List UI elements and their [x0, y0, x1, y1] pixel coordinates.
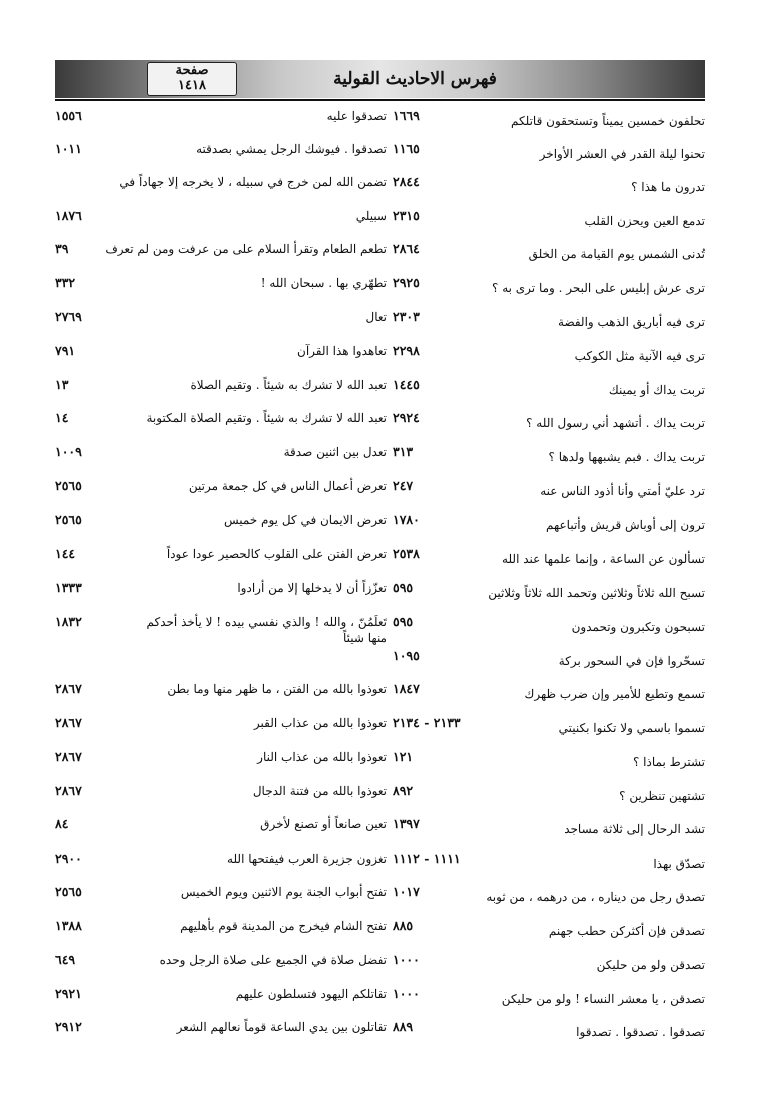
hadith-number-left: ٢٩٢١: [55, 986, 82, 1001]
hadith-text-right: تصدقن ولو من حليكن: [596, 958, 705, 972]
index-row: [55, 749, 705, 777]
hadith-number-left: ١٤٤: [55, 546, 76, 561]
hadith-number-right: ٢٢٩٨: [393, 343, 420, 358]
hadith-text-right: تربت يداك أو يمينك: [608, 383, 705, 397]
index-row: [55, 918, 705, 946]
hadith-text-left: تَعلَمُنّ ، والله ! والذي نفسي بيده ! لا يأخذ أحدكم: [146, 615, 387, 629]
hadith-text-left: تفتح أبواب الجنة يوم الاثنين ويوم الخميس: [180, 885, 387, 899]
hadith-number-left: ١٣٨٨: [55, 918, 82, 933]
hadith-text-right: تصدق رجل من ديناره ، من درهمه ، من ثوبه: [486, 890, 705, 904]
index-row: [55, 952, 705, 980]
hadith-number-right: ٢٨٦٤: [393, 241, 420, 256]
hadith-number-left: ٢٧٦٩: [55, 309, 82, 324]
hadith-text-right: ترد عليّ أمتي وأنا أذود الناس عنه: [540, 484, 705, 498]
index-row: [55, 174, 705, 202]
index-row: [55, 377, 705, 405]
hadith-text-right: ترى فيه الآنية مثل الكوكب: [574, 349, 705, 363]
hadith-number-right: ١٠٠٠: [393, 952, 420, 967]
hadith-text-left: تعبد الله لا تشرك به شيئاً . وتقيم الصلاة المكتوبة: [146, 411, 387, 425]
hadith-number-right: ٢٣١٥: [393, 208, 420, 223]
index-row: [55, 343, 705, 371]
hadith-text-left: تعرض أعمال الناس في كل جمعة مرتين: [188, 479, 387, 493]
hadith-number-left: ٧٩١: [55, 343, 76, 358]
hadith-number-left: ١٨٣٢: [55, 614, 82, 629]
hadith-number-left: ٢٨٦٧: [55, 749, 82, 764]
hadith-number-right: ١٢١: [393, 749, 414, 764]
hadith-number-right: ١٣٩٧: [393, 816, 420, 831]
hadith-text-left: تعاهدوا هذا القرآن: [297, 344, 387, 358]
hadith-number-right: ١٠٩٥: [393, 648, 420, 663]
hadith-number-left: ٢٨٦٧: [55, 715, 82, 730]
hadith-number-left: ٢٥٦٥: [55, 512, 82, 527]
index-row: [55, 715, 705, 743]
hadith-number-left: ٣٩: [55, 241, 69, 256]
hadith-text-right: تربت يداك . فبم يشبهها ولدها ؟: [548, 450, 705, 464]
index-row: [55, 275, 705, 303]
hadith-number-right: ١٤٤٥: [393, 377, 420, 392]
hadith-text-left-continued: منها شيئاً: [342, 631, 387, 645]
index-row: [55, 816, 705, 844]
hadith-text-right: تدرون ما هذا ؟: [631, 180, 705, 194]
hadith-text-left: تقاتلكم اليهود فتسلطون عليهم: [235, 987, 387, 1001]
hadith-text-left: تطهّري بها . سبحان الله !: [260, 276, 387, 290]
hadith-text-right: تحنوا ليلة القدر في العشر الأواخر: [539, 147, 705, 161]
hadith-number-right: ٢١٣٣ - ٢١٣٤: [393, 715, 461, 730]
hadith-number-left: ١٤: [55, 410, 69, 425]
hadith-number-left: ٢٥٦٥: [55, 478, 82, 493]
hadith-number-left: ٢٨٦٧: [55, 783, 82, 798]
hadith-text-left: سبيلي: [355, 209, 387, 223]
hadith-number-right: ٢٣٠٣: [393, 309, 420, 324]
hadith-text-left: تعوذوا بالله من عذاب النار: [257, 750, 387, 764]
hadith-text-right: تربت يداك . أتشهد أني رسول الله ؟: [526, 416, 705, 430]
hadith-number-left: ٣٣٢: [55, 275, 76, 290]
hadith-text-right: تحلفون خمسين يميناً وتستحقون قاتلكم: [511, 114, 705, 128]
hadith-text-left: تعدل بين اثنين صدقة: [283, 445, 387, 459]
hadith-text-right: تصدقن فإن أكثركن حطب جهنم: [548, 924, 705, 938]
hadith-text-right: ترى عرش إبليس على البحر . وما ترى به ؟: [492, 281, 705, 295]
index-row: [55, 986, 705, 1014]
index-row: [55, 241, 705, 269]
hadith-number-right: ٣١٣: [393, 444, 414, 459]
hadith-number-right: ١١٦٥: [393, 141, 420, 156]
hadith-text-right: تصدقوا . تصدقوا . تصدقوا: [576, 1025, 705, 1039]
index-row: [55, 478, 705, 506]
hadith-text-left: تعزّزاً أن لا يدخلها إلا من أرادوا: [237, 581, 387, 595]
header-rule: [55, 99, 705, 101]
index-row: [55, 1019, 705, 1047]
hadith-number-left: ١٥٥٦: [55, 108, 82, 123]
index-row: [55, 108, 705, 136]
hadith-text-left: تعرض الايمان في كل يوم خميس: [223, 513, 387, 527]
hadith-number-left: ٢٩٠٠: [55, 851, 82, 866]
hadith-number-right: ٢٤٧: [393, 478, 414, 493]
hadith-number-right: ١٠٠٠: [393, 986, 420, 1001]
hadith-number-right: ٢٥٣٨: [393, 546, 420, 561]
hadith-number-right: ٢٨٤٤: [393, 174, 420, 189]
page-label: صفحة: [175, 63, 209, 78]
hadith-number-right: ١٠١٧: [393, 884, 420, 899]
index-row: [55, 141, 705, 169]
hadith-text-right: تسحّروا فإن في السحور بركة: [558, 654, 705, 668]
hadith-text-left: تصدقوا عليه: [326, 109, 387, 123]
hadith-number-left: ٦٤٩: [55, 952, 76, 967]
hadith-number-right: ١٦٦٩: [393, 108, 420, 123]
hadith-number-right: ٨٨٥: [393, 918, 414, 933]
hadith-text-right: تُدنى الشمس يوم القيامة من الخلق: [528, 247, 705, 261]
hadith-text-left: تصدقوا . فيوشك الرجل يمشي بصدقته: [196, 142, 387, 156]
hadith-text-right: تسألون عن الساعة ، وإنما علمها عند الله: [502, 552, 705, 566]
hadith-number-right: ٨٨٩: [393, 1019, 414, 1034]
index-row: [55, 614, 705, 645]
hadith-text-left: تضمن الله لمن خرج في سبيله ، لا يخرجه إلا جهاداً في: [119, 175, 387, 189]
hadith-number-left: ٢٨٦٧: [55, 681, 82, 696]
hadith-text-right: تدمع العين ويحزن القلب: [584, 214, 705, 228]
hadith-number-right: ٢٩٢٥: [393, 275, 420, 290]
hadith-number-right: ٢٩٢٤: [393, 410, 420, 425]
hadith-text-left: تعرض الفتن على القلوب كالحصير عودا عوداً: [166, 547, 387, 561]
index-row: [55, 681, 705, 709]
hadith-text-left: تفضل صلاة في الجميع على صلاة الرجل وحده: [159, 953, 387, 967]
hadith-text-left: تطعم الطعام وتقرأ السلام على من عرفت ومن لم تعرف: [105, 242, 387, 256]
hadith-number-left: ١٠١١: [55, 141, 82, 156]
hadith-text-right: تشترط بماذا ؟: [633, 755, 705, 769]
page-title: فهرس الاحاديث القولية: [333, 69, 497, 89]
hadith-number-left: ١٠٠٩: [55, 444, 82, 459]
hadith-number-right: ١٧٨٠: [393, 512, 420, 527]
index-row: [55, 410, 705, 438]
hadith-text-left: تفتح الشام فيخرج من المدينة قوم بأهليهم: [180, 919, 387, 933]
hadith-number-right: ٥٩٥: [393, 614, 414, 629]
hadith-text-right: ترون إلى أوباش قريش وأتباعهم: [545, 518, 705, 532]
hadith-number-left: ١٣: [55, 377, 69, 392]
hadith-number-right: ٥٩٥: [393, 580, 414, 595]
page-number: ١٤١٨: [178, 78, 206, 93]
page-number-box: [147, 62, 237, 96]
hadith-text-right: تشد الرحال إلى ثلاثة مساجد: [564, 822, 705, 836]
hadith-text-left: تعبد الله لا تشرك به شيئاً . وتقيم الصلاة: [190, 378, 387, 392]
index-row: [55, 208, 705, 236]
index-row: [55, 512, 705, 540]
hadith-number-left: ٨٤: [55, 816, 69, 831]
hadith-text-left: تغزون جزيرة العرب فيفتحها الله: [227, 852, 387, 866]
index-row: [55, 580, 705, 608]
hadith-text-right: ترى فيه أباريق الذهب والفضة: [558, 315, 705, 329]
hadith-text-left: تعوذوا بالله من فتنة الدجال: [252, 784, 387, 798]
hadith-number-right: ١٨٤٧: [393, 681, 420, 696]
hadith-text-right: تصدّق بهذا: [653, 857, 705, 871]
hadith-text-right: تسبحون وتكبرون وتحمدون: [571, 620, 705, 634]
hadith-number-left: ١٨٧٦: [55, 208, 82, 223]
hadith-number-right: ١١١١ - ١١١٢: [393, 851, 461, 866]
hadith-text-left: تعوذوا بالله من الفتن ، ما ظهر منها وما بطن: [167, 682, 387, 696]
index-row: [55, 783, 705, 811]
hadith-number-left: ٢٥٦٥: [55, 884, 82, 899]
hadith-text-right: تسمع وتطيع للأمير وإن ضرب ظهرك: [524, 687, 705, 701]
index-row: [55, 546, 705, 574]
index-row: [55, 444, 705, 472]
hadith-number-right: ٨٩٢: [393, 783, 414, 798]
index-row: [55, 648, 705, 676]
index-row: [55, 884, 705, 912]
hadith-text-left: تقاتلون بين يدي الساعة قوماً نعالهم الشعر: [176, 1020, 387, 1034]
hadith-text-right: تشتهين تنظرين ؟: [619, 789, 705, 803]
hadith-text-right: تسبح الله ثلاثاً وثلاثين وتحمد الله ثلاثاً وثلاثين: [488, 586, 705, 600]
hadith-text-right: تسموا باسمي ولا تكنوا بكنيتي: [558, 721, 705, 735]
index-row: [55, 309, 705, 337]
hadith-number-left: ٢٩١٢: [55, 1019, 82, 1034]
hadith-number-left: ١٣٣٣: [55, 580, 82, 595]
hadith-text-left: تعوذوا بالله من عذاب القبر: [253, 716, 387, 730]
page-header: [55, 60, 705, 98]
hadith-text-right: تصدقن ، يا معشر النساء ! ولو من حليكن: [501, 992, 705, 1006]
index-row: [55, 851, 705, 879]
hadith-text-left: تعين صانعاً أو تصنع لأخرق: [260, 817, 387, 831]
hadith-text-left: تعال: [365, 310, 387, 324]
